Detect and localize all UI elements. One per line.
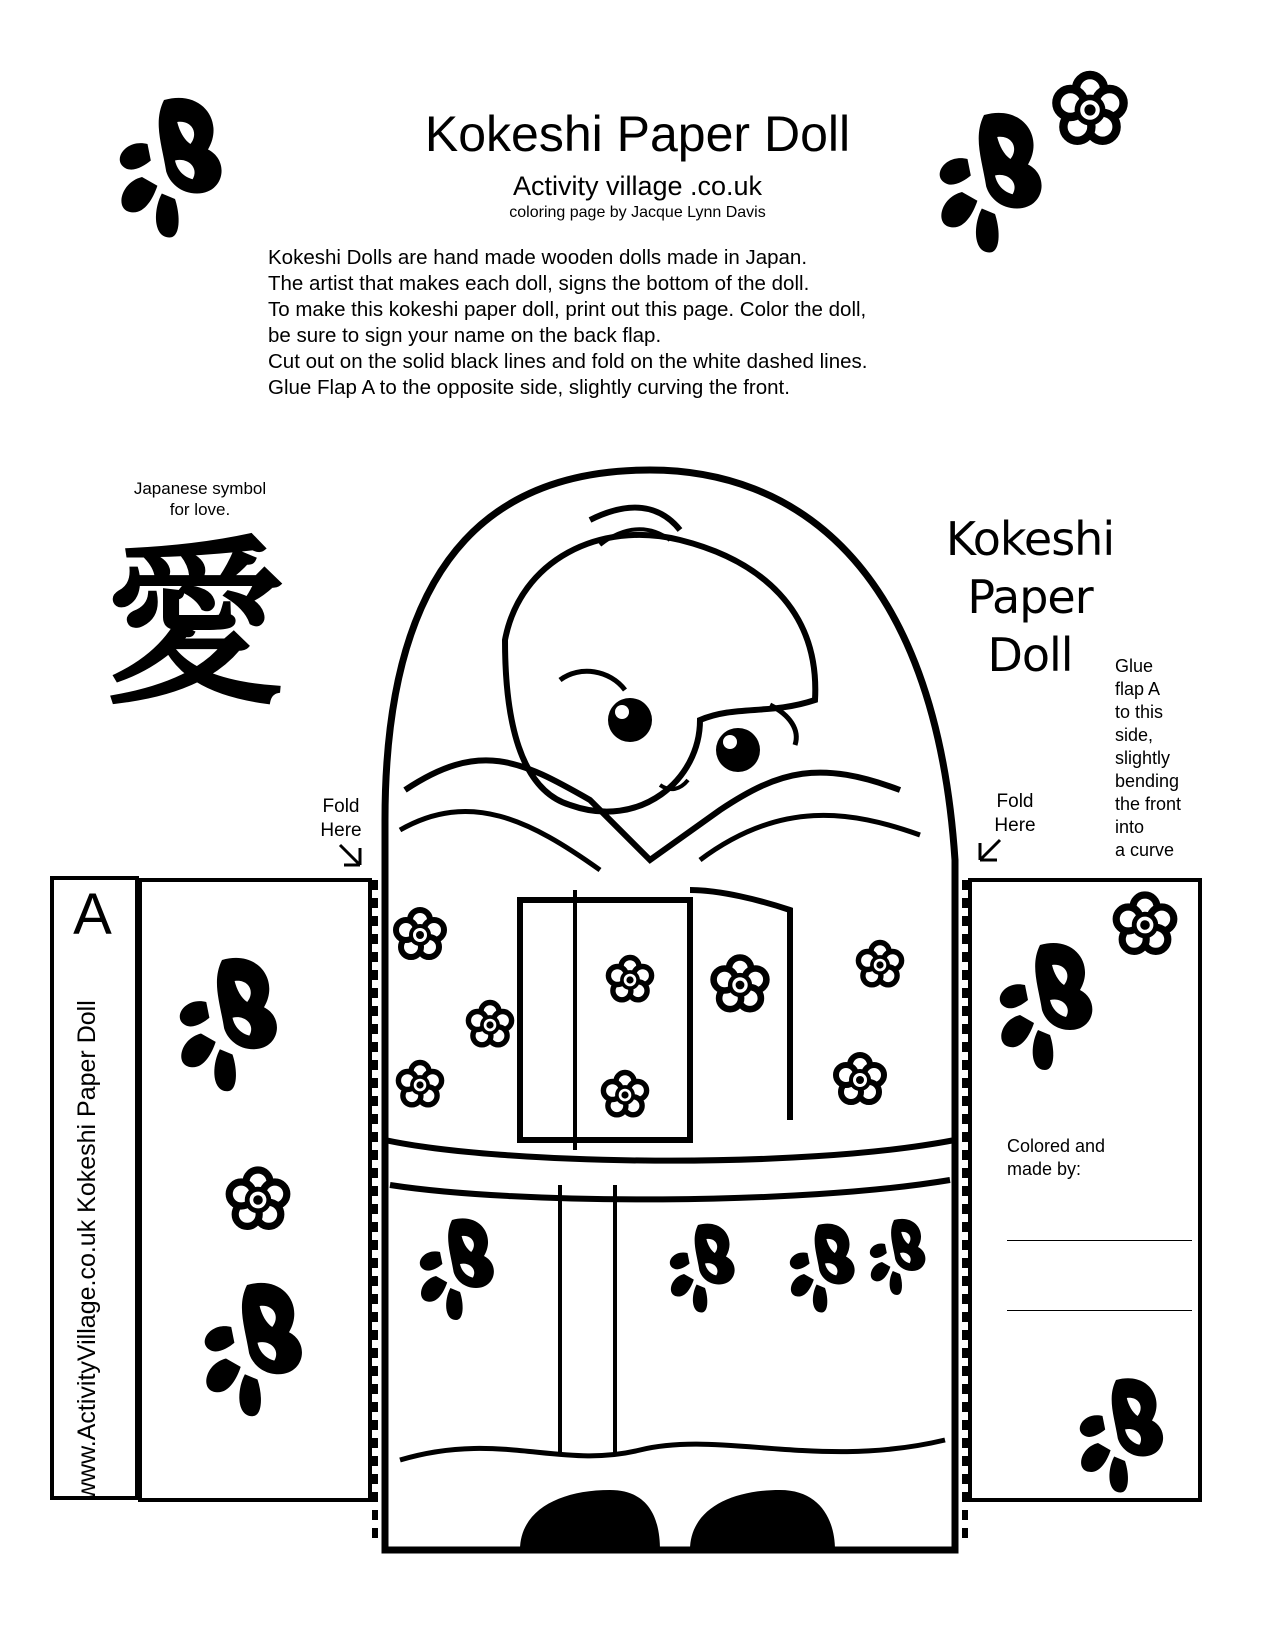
glue-note-line: flap A xyxy=(1115,679,1161,699)
arrow-icon xyxy=(340,845,360,865)
signature-line[interactable] xyxy=(1007,1310,1192,1311)
glue-note-line: slightly xyxy=(1115,748,1171,768)
handwritten-word: Paper xyxy=(967,570,1093,624)
glue-note-line: into xyxy=(1115,817,1145,837)
instruction-line: To make this kokeshi paper doll, print out this page. Color the doll, xyxy=(268,298,867,321)
glue-note xyxy=(1115,655,1265,862)
fold-label: Fold xyxy=(322,796,360,817)
flap-side-text: www.ActivityVillage.co.uk Kokeshi Paper Doll xyxy=(73,1000,101,1500)
doll-face xyxy=(505,535,815,812)
instruction-line: Glue Flap A to the opposite side, slightly curving the front. xyxy=(268,376,790,399)
page-title: Kokeshi Paper Doll xyxy=(424,106,851,162)
handwritten-word: Kokeshi xyxy=(945,512,1115,566)
colored-by-line: made by: xyxy=(1007,1159,1082,1179)
doll-feet xyxy=(520,1490,835,1550)
glue-note-line: a curve xyxy=(1115,840,1175,860)
credit-line: coloring page by Jacque Lynn Davis xyxy=(509,204,766,221)
flap-letter: A xyxy=(73,882,112,947)
instruction-line: The artist that makes each doll, signs the bottom of the doll. xyxy=(268,272,810,295)
colored-by-label xyxy=(1007,1135,1207,1181)
fold-label: Here xyxy=(994,815,1036,836)
instruction-line: Kokeshi Dolls are hand made wooden dolls made in Japan. xyxy=(268,246,808,269)
glue-note-line: bending xyxy=(1115,771,1180,791)
arrow-icon xyxy=(980,840,1000,860)
instruction-line: Cut out on the solid black lines and fold on the white dashed lines. xyxy=(268,350,868,373)
note-line: for love. xyxy=(169,500,231,519)
instruction-line: be sure to sign your name on the back flap. xyxy=(268,324,662,347)
glue-note-line: side, xyxy=(1115,725,1154,745)
glue-note-line: the front xyxy=(1115,794,1182,814)
fold-here-right xyxy=(970,790,1060,838)
note-line: Japanese symbol xyxy=(133,479,267,498)
glue-note-line: to this xyxy=(1115,702,1164,722)
instructions xyxy=(268,245,1028,401)
glue-note-line: Glue xyxy=(1115,656,1154,676)
japanese-symbol-note xyxy=(100,478,300,520)
fold-label: Here xyxy=(320,820,362,841)
colored-by-line: Colored and xyxy=(1007,1136,1106,1156)
love-kanji: 愛 xyxy=(104,519,285,730)
signature-line[interactable] xyxy=(1007,1240,1192,1241)
fold-here-left xyxy=(296,795,386,843)
handwritten-word: Doll xyxy=(987,628,1073,682)
page-subtitle: Activity village .co.uk xyxy=(512,171,763,201)
fold-label: Fold xyxy=(996,791,1034,812)
